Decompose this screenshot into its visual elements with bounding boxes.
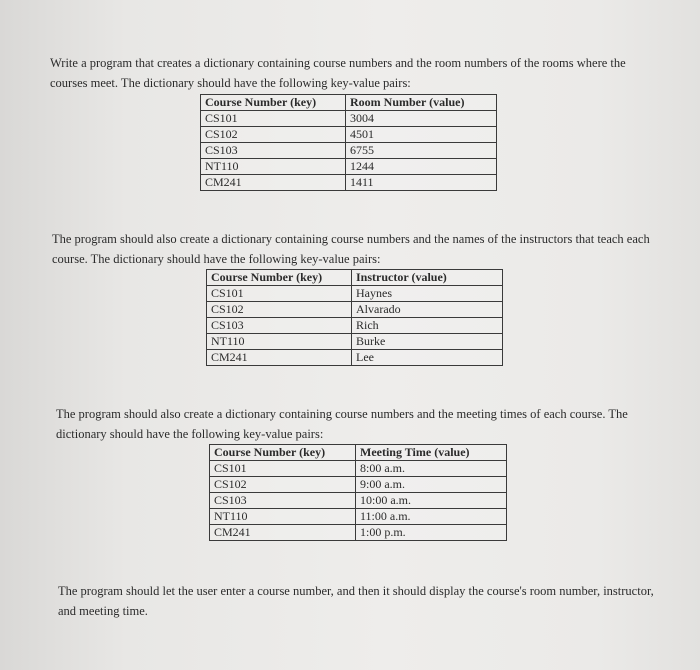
instructor-cell: Alvarado — [352, 302, 503, 318]
table-row — [210, 493, 507, 509]
course-cell: CS102 — [210, 477, 356, 493]
table-header-row — [207, 270, 503, 286]
column-header-value: Room Number (value) — [346, 95, 497, 111]
column-header-key: Course Number (key) — [201, 95, 346, 111]
column-header-key: Course Number (key) — [207, 270, 352, 286]
column-header-value: Instructor (value) — [352, 270, 503, 286]
table-row — [210, 461, 507, 477]
table-row — [210, 477, 507, 493]
times-table — [209, 444, 507, 541]
final-paragraph: The program should let the user enter a course number, and then it should display the course's room number, instructor, and meeting time. — [58, 583, 654, 618]
course-cell: CS103 — [201, 143, 346, 159]
instructors-table — [206, 269, 503, 366]
table-row — [207, 302, 503, 318]
instructor-cell: Burke — [352, 334, 503, 350]
table-header-row — [210, 445, 507, 461]
table-row — [207, 286, 503, 302]
time-cell: 10:00 a.m. — [356, 493, 507, 509]
table-row — [210, 509, 507, 525]
time-cell: 8:00 a.m. — [356, 461, 507, 477]
course-cell: CS102 — [201, 127, 346, 143]
course-cell: CS101 — [207, 286, 352, 302]
course-cell: CM241 — [201, 175, 346, 191]
table-row — [201, 159, 497, 175]
instructor-cell: Rich — [352, 318, 503, 334]
course-cell: CS102 — [207, 302, 352, 318]
instructor-cell: Lee — [352, 350, 503, 366]
course-cell: NT110 — [207, 334, 352, 350]
rooms-table — [200, 94, 497, 191]
times-paragraph: The program should also create a dictionary containing course numbers and the meeting times of each course. The dictionary should have the following key-value pairs: — [56, 406, 628, 441]
course-cell: NT110 — [201, 159, 346, 175]
table-row — [210, 525, 507, 541]
room-cell: 4501 — [346, 127, 497, 143]
course-cell: CM241 — [207, 350, 352, 366]
course-cell: CS101 — [210, 461, 356, 477]
table-row — [207, 350, 503, 366]
table-row — [201, 143, 497, 159]
time-cell: 1:00 p.m. — [356, 525, 507, 541]
room-cell: 1411 — [346, 175, 497, 191]
table-row — [201, 111, 497, 127]
course-cell: CS103 — [207, 318, 352, 334]
course-cell: CS101 — [201, 111, 346, 127]
time-cell: 11:00 a.m. — [356, 509, 507, 525]
table-row — [201, 175, 497, 191]
table-row — [207, 334, 503, 350]
room-cell: 6755 — [346, 143, 497, 159]
course-cell: NT110 — [210, 509, 356, 525]
room-cell: 1244 — [346, 159, 497, 175]
course-cell: CS103 — [210, 493, 356, 509]
course-cell: CM241 — [210, 525, 356, 541]
room-cell: 3004 — [346, 111, 497, 127]
time-cell: 9:00 a.m. — [356, 477, 507, 493]
instructors-paragraph: The program should also create a dictionary containing course numbers and the names of the instructors that teach each course. The dictionary should have the following key-value pairs: — [52, 231, 650, 266]
table-header-row — [201, 95, 497, 111]
column-header-value: Meeting Time (value) — [356, 445, 507, 461]
intro-paragraph: Write a program that creates a dictionary containing course numbers and the room numbers of the rooms where the courses meet. The dictionary should have the following key-value pairs: — [50, 55, 626, 90]
table-row — [207, 318, 503, 334]
instructor-cell: Haynes — [352, 286, 503, 302]
table-row — [201, 127, 497, 143]
column-header-key: Course Number (key) — [210, 445, 356, 461]
